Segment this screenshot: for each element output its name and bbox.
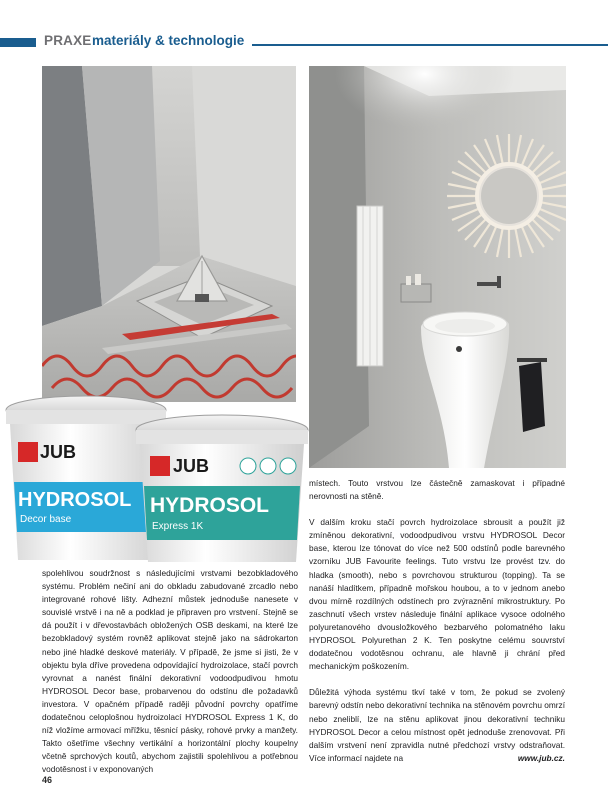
- right-text-column: [309, 477, 565, 778]
- hydrosol-decor-bucket: [6, 396, 166, 560]
- decor-brand-text: JUB: [40, 442, 77, 462]
- right-paragraph-1: místech. Touto vrstvou lze částečně zamaskovat i případné nerovnosti na stěně.: [309, 478, 565, 502]
- website-link[interactable]: www.jub.cz.: [517, 752, 565, 763]
- right-paragraph-3-text: Důležitá výhoda systému tkví také v tom, že pokud se zvolený barevný odstín nebo dekorativní technika na stěnovém povrchu omrzí nebo zneliblí, lze na stěnu aplikovat jinou dekorativní techniku HYDROSOL Decor a celou místnost opět jednoduše zrenovovat. Při dalším vrstvení není zpravidla nutné předchozí vrstvy odstraňovat. Více informací najdete na: [309, 687, 565, 763]
- shower-tray-waterproofing-photo: [42, 66, 296, 402]
- page-header: [0, 32, 608, 54]
- express-product-sub: Express 1K: [152, 521, 204, 532]
- right-paragraph-2: V dalším kroku stačí povrch hydroizolace sbrousit a použít již zmíněnou dekorativní, vodoodpudivou vrstvu HYDROSOL Decor base, kterou lze tónovat do více než 500 odstínů podle barevného vzorníku JUB Favourite feelings. Tuto vrstvu lze provést tzv. do hladka (smooth), nebo s povrchovou strukturou (topping). Ta se nanáší hladítkem, případně mořskou houbou, a to v jednom anebo dvou mírně rozdílných odstínech pro zvýraznění mikrostruktury. Po zaschnutí všech vrstev následuje finální aplikace vysoce odolného polyuretanového dvousložkového bezbarvého polomatného laku HYDROSOL Polyurethan 2 K. Ten poskytne celému souvrství dodatečnou vodotěsnou ochranu, ale hlavně ji chrání před mechanickým poškozením.: [309, 517, 565, 672]
- section-topic: materiály & technologie: [92, 33, 245, 48]
- right-paragraph-3: [309, 686, 565, 765]
- product-buckets: [0, 390, 310, 570]
- express-product-name: HYDROSOL: [150, 494, 270, 517]
- left-paragraph-1: spolehlivou soudržnost s následujícími vrstvami bezobkladového systému. Problém nečiní ani do obkladu zabudované zrcadlo nebo integrované rohové lišty. Adhezní můstek jednoduše nanesete v souvislé vrstvě i na ně a podklad je připraven pro vrstvení. Stejně se dá použít i v dřevostavbách obložených OSB deskami, na které lze bezobkladový systém rovněž aplikovat stejně jako na sádrokarton nebo jiné hladké deskové materiály. V případě, že jsme si jisti, že v objektu byla dříve provedena odpovídající hydroizolace, stačí povrch vyrovnat a nanést finální dekorativní vodoodpudivou hmotu HYDROSOL Decor base, probarvenou do odstínu dle požadavků investora. V opačném případě raději původní povrchy opatříme dodatečnou celoplošnou hydroizolací HYDROSOL Express 1 K, do níž vložíme armovací mřížku, těsnicí pásky, rohové prvky a manžety. Takto ošetříme všechny vertikální a horizontální plochy koupelny včetně sprchových koutů, abychom zajistili spolehlivou a potřebnou vodotěsnost i v exponovaných: [42, 568, 298, 775]
- section-label: PRAXE: [44, 33, 92, 48]
- header-accent-bar: [0, 38, 36, 47]
- bathroom-washbasin-photo: [309, 66, 566, 468]
- decor-product-name: HYDROSOL: [18, 489, 132, 511]
- decor-product-sub: Decor base: [20, 514, 72, 525]
- page-number: 46: [42, 775, 53, 785]
- left-text-column: [42, 567, 298, 790]
- express-brand-text: JUB: [173, 456, 210, 476]
- hydrosol-express-bucket: [136, 415, 308, 562]
- header-rule: [252, 44, 608, 46]
